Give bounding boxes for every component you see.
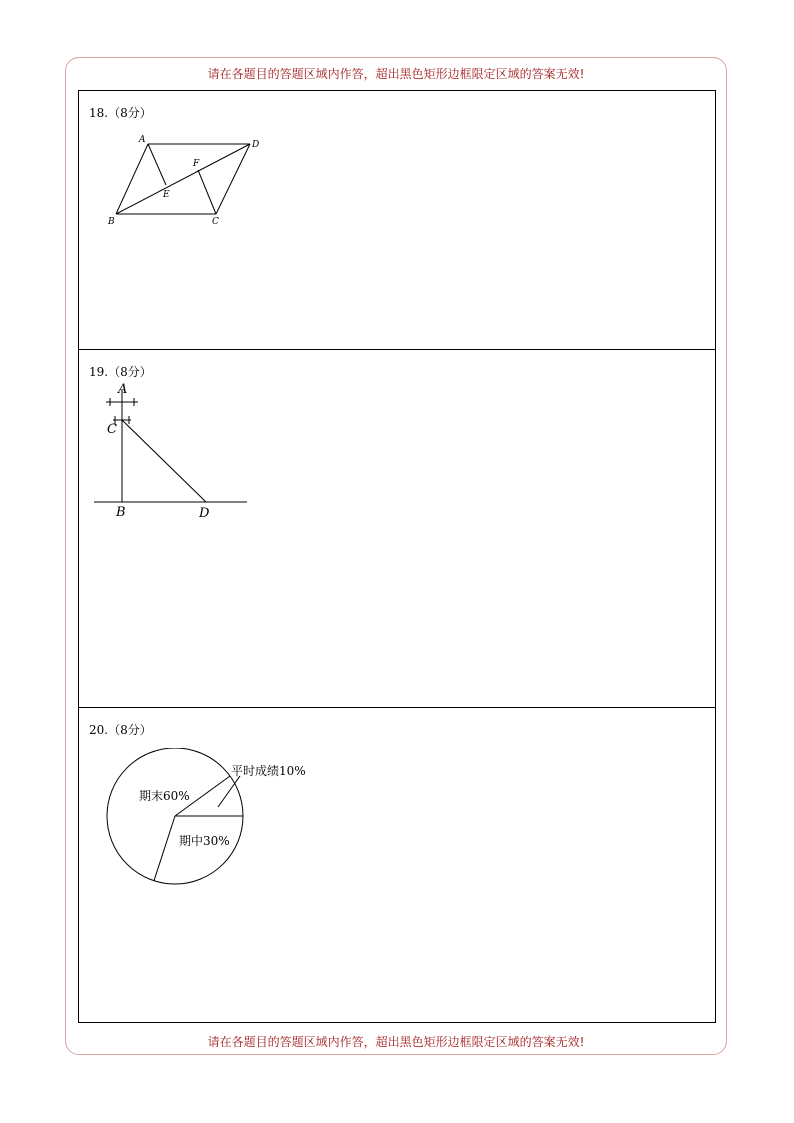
segment-CD bbox=[216, 144, 250, 214]
answer-box bbox=[78, 90, 716, 1023]
question-20-area[interactable] bbox=[79, 708, 715, 1022]
point-A-label: A bbox=[118, 382, 128, 397]
question-20-pie-chart bbox=[105, 748, 365, 898]
segment-FC bbox=[198, 170, 216, 214]
question-19-label: 19.（8分） bbox=[89, 365, 152, 379]
question-18-figure bbox=[101, 133, 301, 233]
point-E-label: E bbox=[163, 190, 170, 200]
question-19-area[interactable] bbox=[79, 350, 715, 708]
final-slice-label: 期末60% bbox=[139, 789, 190, 803]
point-B-label: B bbox=[108, 217, 115, 227]
question-19-figure bbox=[89, 378, 269, 528]
question-18-label: 18.（8分） bbox=[89, 106, 152, 120]
segment-AE bbox=[148, 144, 166, 185]
regular-slice-label: 平时成绩10% bbox=[231, 764, 306, 778]
question-18-area[interactable] bbox=[79, 91, 715, 350]
point-F-label: F bbox=[193, 159, 200, 169]
segment-AB bbox=[116, 144, 148, 214]
point-D-label: D bbox=[252, 140, 260, 150]
point-C-label: C bbox=[107, 422, 117, 437]
wire-CD bbox=[122, 420, 206, 502]
point-A-label: A bbox=[139, 135, 146, 145]
segment-BD bbox=[116, 144, 250, 214]
regular-label-leader bbox=[218, 776, 240, 807]
bottom-notice: 请在各题目的答题区域内作答，超出黑色矩形边框限定区域的答案无效! bbox=[207, 1035, 585, 1049]
point-B-label: B bbox=[116, 505, 126, 520]
boundary-final-start bbox=[154, 816, 175, 881]
point-C-label: C bbox=[212, 217, 219, 227]
question-20-label: 20.（8分） bbox=[89, 723, 152, 737]
point-D-label: D bbox=[199, 506, 210, 521]
midterm-slice-label: 期中30% bbox=[179, 834, 230, 848]
top-notice: 请在各题目的答题区域内作答，超出黑色矩形边框限定区域的答案无效! bbox=[207, 67, 585, 81]
